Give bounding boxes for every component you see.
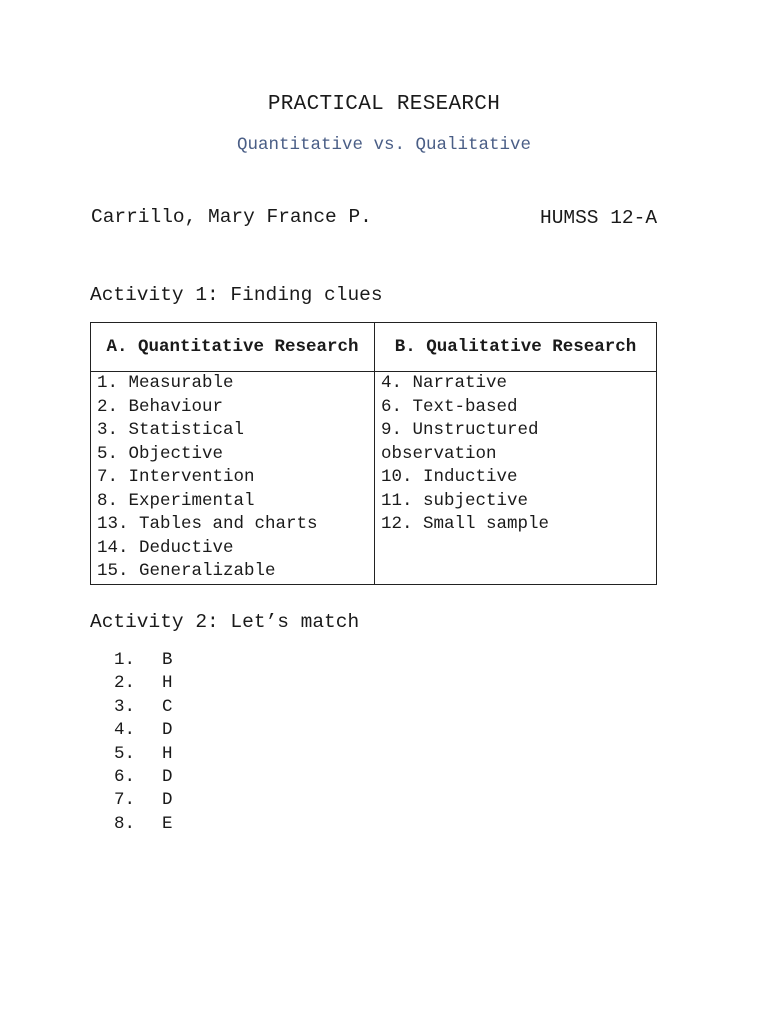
- list-item: 4. D: [114, 720, 173, 741]
- list-item: 14. Deductive: [97, 537, 234, 558]
- list-item: 9. Unstructured observation: [381, 420, 550, 464]
- quantitative-header: A. Quantitative Research: [91, 323, 375, 372]
- list-item: 13. Tables and charts: [97, 514, 318, 534]
- list-item: 1. Measurable: [97, 373, 234, 393]
- matching-answers-list: [110, 649, 173, 836]
- list-item: 3. Statistical: [97, 420, 245, 440]
- table-row: [91, 372, 657, 585]
- list-item: 8. Experimental: [97, 490, 255, 511]
- qualitative-header: B. Qualitative Research: [375, 323, 657, 372]
- table-header-row: [91, 323, 657, 372]
- document-subtitle: Quantitative vs. Qualitative: [236, 135, 532, 155]
- list-item: 7. D: [114, 790, 173, 811]
- qualitative-items-cell: [375, 372, 657, 585]
- list-item: 2. H: [114, 673, 173, 694]
- list-item: 4. Narrative: [381, 373, 508, 393]
- list-item: 10. Inductive: [381, 467, 518, 487]
- list-item: 1. B: [114, 650, 173, 670]
- list-item: 5. H: [114, 743, 173, 764]
- list-item: 6. D: [114, 767, 173, 788]
- document-title: PRACTICAL RESEARCH: [267, 93, 501, 116]
- list-item: 8. E: [114, 813, 173, 834]
- list-item: 15. Generalizable: [97, 561, 276, 581]
- list-item: 12. Small sample: [381, 514, 550, 534]
- student-name: Carrillo, Mary France P.: [91, 206, 372, 228]
- list-item: 2. Behaviour: [97, 396, 224, 417]
- list-item: 3. C: [114, 696, 173, 717]
- activity-1-heading: Activity 1: Finding clues: [90, 284, 383, 306]
- list-item: 6. Text-based: [381, 396, 518, 417]
- list-item: 7. Intervention: [97, 467, 255, 487]
- list-item: 5. Objective: [97, 443, 224, 464]
- student-section: HUMSS 12-A: [540, 207, 658, 229]
- activity-2-heading: Activity 2: Let’s match: [90, 611, 360, 633]
- list-item: 11. subjective: [381, 490, 529, 511]
- quantitative-items-cell: [91, 372, 375, 585]
- finding-clues-table: [90, 322, 657, 585]
